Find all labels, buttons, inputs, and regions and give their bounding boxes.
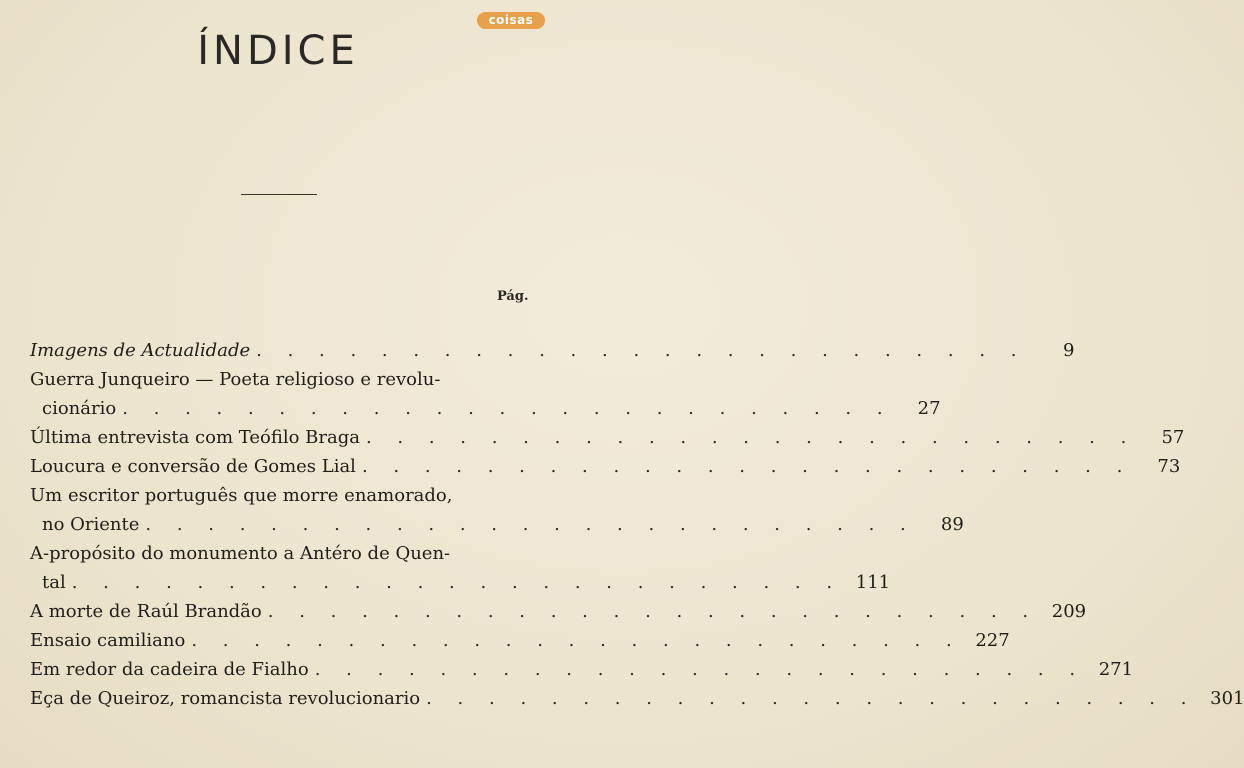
- dot-leader: . . . . . . . . . . . . . . . . . . . . . . . . .: [267, 601, 1039, 622]
- dot-leader: . . . . . . . . . . . . . . . . . . . . . . . . .: [256, 340, 1027, 361]
- dot-leader: . . . . . . . . . . . . . . . . . . . . . . . . .: [191, 630, 962, 651]
- toc-page-number: 209: [1051, 601, 1087, 622]
- dot-leader: . . . . . . . . . . . . . . . . . . . . . . . . .: [145, 514, 916, 535]
- toc-page-number: 89: [940, 514, 964, 535]
- toc-entry-line: [30, 572, 891, 601]
- toc-page-number: 111: [855, 572, 891, 593]
- toc-entry-line: [30, 659, 1134, 688]
- toc-entry-title: Última entrevista com Teófilo Braga: [30, 427, 360, 448]
- toc-entry-title: Guerra Junqueiro — Poeta religioso e revolu-: [30, 369, 441, 390]
- toc-page-number: 73: [1157, 456, 1181, 477]
- toc-entry-title: Em redor da cadeira de Fialho: [30, 659, 309, 680]
- toc-entry-line: [30, 427, 1185, 456]
- toc-page-number: 27: [917, 398, 941, 419]
- dot-leader: . . . . . . . . . . . . . . . . . . . . . . . . .: [365, 427, 1137, 448]
- toc-entry-line: [30, 485, 550, 514]
- watermark-logo: coisas: [477, 12, 545, 29]
- dot-leader: . . . . . . . . . . . . . . . . . . . . . . . . .: [361, 456, 1133, 477]
- toc-page-number: 227: [975, 630, 1010, 651]
- page-column-header: Pág.: [497, 289, 529, 304]
- toc-entry-title: A morte de Raúl Brandão: [30, 601, 262, 622]
- toc-page-number: 301: [1210, 688, 1244, 709]
- dot-leader: . . . . . . . . . . . . . . . . . . . . . . . . .: [426, 688, 1197, 709]
- toc-page-number: 9: [1063, 340, 1075, 361]
- dot-leader: . . . . . . . . . . . . . . . . . . . . . . . . .: [314, 659, 1086, 680]
- toc-entry-line: [30, 369, 550, 398]
- toc-page-number: 57: [1161, 427, 1185, 448]
- toc-entry-line: [30, 630, 1010, 659]
- toc-entry-line: [30, 514, 964, 543]
- toc-entry-title: Imagens de Actualidade: [30, 340, 251, 361]
- table-of-contents: [30, 340, 1244, 717]
- toc-entry-title: Loucura e conversão de Gomes Lial: [30, 456, 356, 477]
- toc-entry-title: tal: [42, 572, 66, 593]
- toc-entry-line: [30, 340, 1075, 369]
- toc-entry-line: [30, 543, 550, 572]
- toc-entry-title: Ensaio camiliano: [30, 630, 186, 651]
- toc-entry-title: Um escritor português que morre enamorado,: [30, 485, 453, 506]
- toc-entry-title: cionário: [42, 398, 117, 419]
- toc-entry-line: [30, 398, 941, 427]
- dot-leader: . . . . . . . . . . . . . . . . . . . . . . . . .: [71, 572, 843, 593]
- toc-entry-line: [30, 601, 1087, 630]
- toc-entry-title: A-propósito do monumento a Antéro de Quen-: [30, 543, 451, 564]
- toc-page-number: 271: [1098, 659, 1134, 680]
- toc-entry-line: [30, 688, 1244, 717]
- toc-entry-title: Eça de Queiroz, romancista revolucionario: [30, 688, 421, 709]
- page-title: ÍNDICE: [197, 28, 359, 74]
- divider: [241, 194, 317, 195]
- toc-entry-title: no Oriente: [42, 514, 140, 535]
- dot-leader: . . . . . . . . . . . . . . . . . . . . . . . . .: [122, 398, 893, 419]
- toc-entry-line: [30, 456, 1181, 485]
